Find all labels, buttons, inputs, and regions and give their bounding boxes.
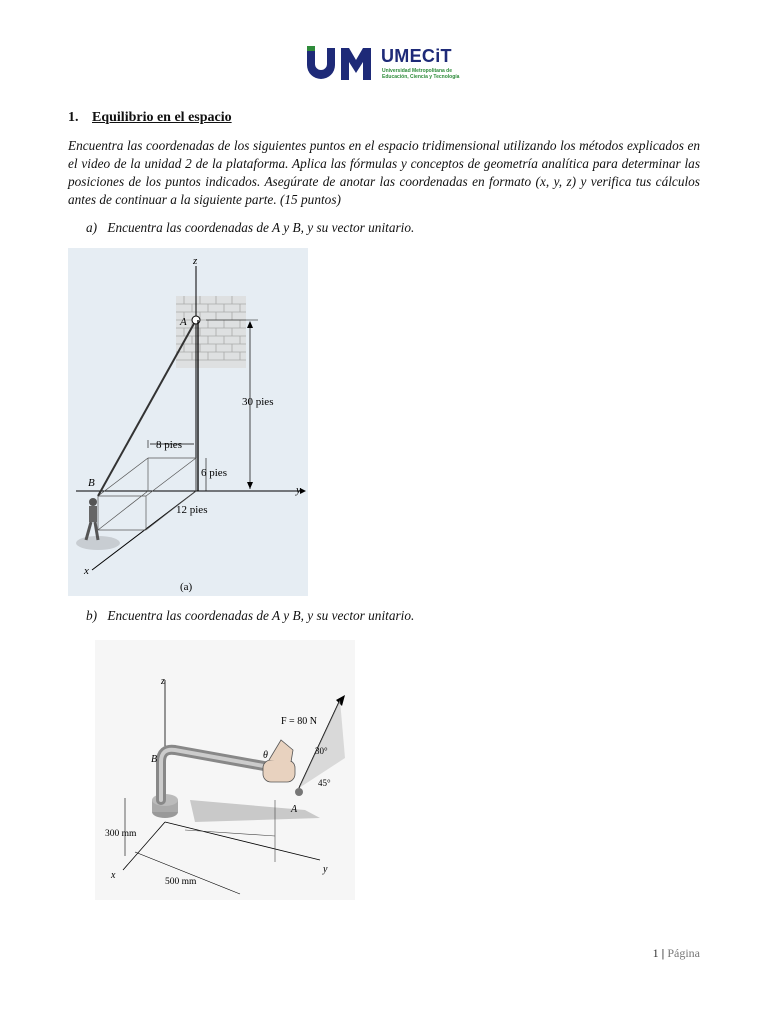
section-heading <box>68 110 232 126</box>
fig-a-point-b: B <box>88 477 95 489</box>
page-label: Página <box>667 946 700 960</box>
fig-a-dim-6: 6 pies <box>201 467 227 479</box>
fig-a-dim-30: 30 pies <box>242 396 274 408</box>
fig-b-axis-z: z <box>161 676 165 687</box>
fig-b-point-b: B <box>151 754 158 765</box>
page-number: 1 <box>652 946 659 960</box>
figure-a <box>68 248 308 596</box>
fig-b-axis-y: y <box>323 864 328 875</box>
brick-wall <box>176 296 246 368</box>
fig-a-axis-x: x <box>84 565 89 577</box>
fig-a-dim-12: 12 pies <box>176 504 208 516</box>
um-logo-mark <box>305 44 377 82</box>
fig-b-angle-45: 45° <box>318 778 331 788</box>
item-a-label: a) <box>86 220 98 235</box>
fig-b-force: F = 80 N <box>281 716 317 727</box>
page-footer <box>653 946 700 961</box>
fig-a-axis-y: y <box>296 484 301 496</box>
section-title: Equilibrio en el espacio <box>92 110 232 125</box>
fig-b-theta: θ <box>263 750 268 761</box>
fig-b-dim-300: 300 mm <box>105 829 137 839</box>
fig-b-angle-30: 30° <box>315 746 328 756</box>
umecit-logo <box>305 44 465 84</box>
item-a <box>86 220 414 236</box>
brand-name: UMECiT <box>381 46 452 66</box>
item-b-label: b) <box>86 608 98 623</box>
page-separator: | <box>661 946 665 960</box>
fig-b-axis-x: x <box>111 870 116 881</box>
section-number: 1. <box>68 110 79 125</box>
fig-a-dim-8: 8 pies <box>156 439 182 451</box>
fig-b-point-a: A <box>291 804 298 815</box>
fig-a-caption: (a) <box>180 581 193 593</box>
fig-a-point-a: A <box>180 316 187 328</box>
item-a-text: Encuentra las coordenadas de A y B, y su vector unitario. <box>107 220 415 235</box>
item-b-text: Encuentra las coordenadas de A y B, y su vector unitario. <box>107 608 415 623</box>
brand-subtitle: Universidad Metropolitana de Educación, Ciencia y Tecnología <box>382 68 460 80</box>
figure-b <box>95 640 355 900</box>
item-b <box>86 608 414 624</box>
fig-b-dim-500: 500 mm <box>165 877 197 887</box>
fig-a-axis-z: z <box>193 255 198 267</box>
section-intro: Encuentra las coordenadas de los siguientes puntos en el espacio tridimensional utilizando los métodos explicados en el video de la unidad 2 de la plataforma. Aplica las fórmulas y conceptos de geometría analítica para determinar las posiciones de los puntos indicados. Asegúrate de anotar las coordenadas en formato (x, y, z) y verifica tus cálculos antes de continuar a la siguiente parte. (15 puntos) <box>68 138 700 207</box>
